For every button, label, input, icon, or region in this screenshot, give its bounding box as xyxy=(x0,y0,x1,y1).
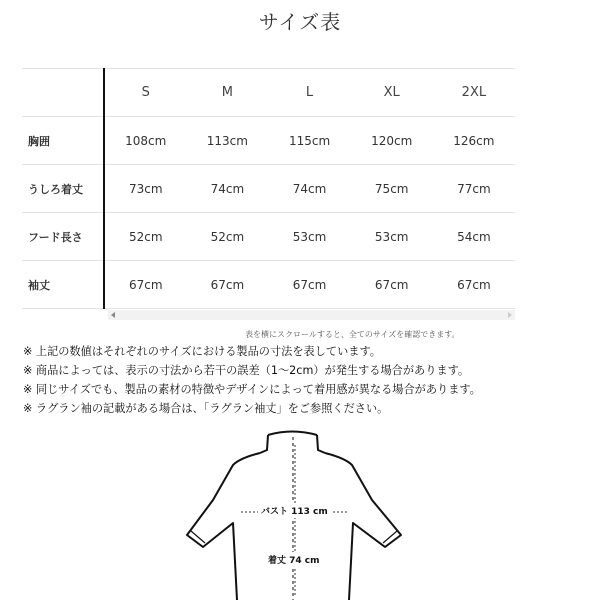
size-table xyxy=(22,68,515,309)
table-corner-cell xyxy=(22,69,104,117)
horizontal-scrollbar[interactable] xyxy=(108,310,515,320)
size-table-container[interactable] xyxy=(22,68,515,309)
page-title: サイズ表 xyxy=(258,10,342,34)
table-cell: 67cm xyxy=(186,261,268,309)
table-cell: 115cm xyxy=(268,117,350,165)
row-header: フード長さ xyxy=(22,213,104,261)
table-cell: 67cm xyxy=(433,261,515,309)
table-cell: 67cm xyxy=(351,261,433,309)
bust-dimension-label: バスト 113 cm xyxy=(258,503,331,518)
table-row xyxy=(22,213,515,261)
scroll-left-arrow-icon[interactable] xyxy=(111,312,115,318)
column-header: S xyxy=(104,69,186,117)
table-row xyxy=(22,165,515,213)
table-row xyxy=(22,117,515,165)
jacket-diagram xyxy=(175,425,425,600)
notes-list xyxy=(23,342,593,418)
table-cell: 74cm xyxy=(268,165,350,213)
table-cell: 126cm xyxy=(433,117,515,165)
column-header: 2XL xyxy=(433,69,515,117)
table-cell: 67cm xyxy=(104,261,186,309)
scroll-hint: 表を横にスクロールすると、全てのサイズを確認できます。 xyxy=(245,330,460,339)
note-item: ※ 同じサイズでも、製品の素材の特徴やデザインによって着用感が異なる場合があります。 xyxy=(23,383,481,396)
note-item: ※ 上記の数値はそれぞれのサイズにおける製品の寸法を表しています。 xyxy=(23,345,381,358)
row-header: うしろ着丈 xyxy=(22,165,104,213)
table-row xyxy=(22,261,515,309)
table-cell: 75cm xyxy=(351,165,433,213)
table-cell: 53cm xyxy=(268,213,350,261)
column-header: M xyxy=(186,69,268,117)
note-item: ※ 商品によっては、表示の寸法から若干の誤差（1〜2cm）が発生する場合があります。 xyxy=(23,364,470,377)
length-dimension-label: 着丈 74 cm xyxy=(265,552,323,567)
table-cell: 53cm xyxy=(351,213,433,261)
scroll-right-arrow-icon[interactable] xyxy=(508,312,512,318)
table-cell: 54cm xyxy=(433,213,515,261)
note-item: ※ ラグラン袖の記載がある場合は、「ラグラン袖丈」をご参照ください。 xyxy=(23,402,389,415)
row-header: 胸囲 xyxy=(22,117,104,165)
table-cell: 108cm xyxy=(104,117,186,165)
table-cell: 74cm xyxy=(186,165,268,213)
row-header: 袖丈 xyxy=(22,261,104,309)
table-cell: 120cm xyxy=(351,117,433,165)
column-header: L xyxy=(268,69,350,117)
table-cell: 113cm xyxy=(186,117,268,165)
table-cell: 73cm xyxy=(104,165,186,213)
table-cell: 77cm xyxy=(433,165,515,213)
table-header-row xyxy=(22,69,515,117)
table-cell: 52cm xyxy=(186,213,268,261)
table-cell: 52cm xyxy=(104,213,186,261)
column-header: XL xyxy=(351,69,433,117)
table-cell: 67cm xyxy=(268,261,350,309)
